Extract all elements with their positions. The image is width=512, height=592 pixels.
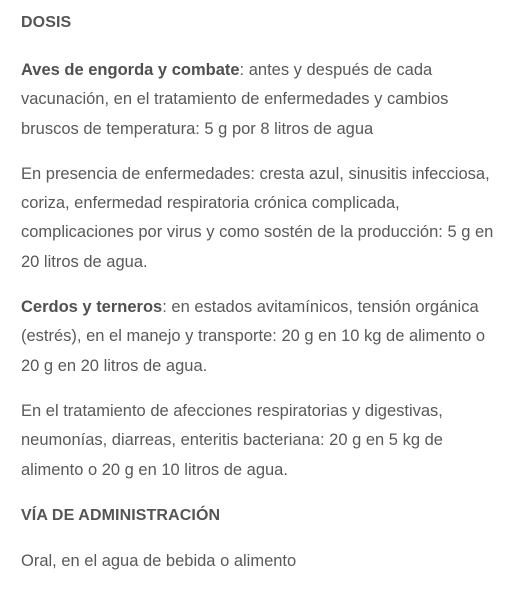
via-administracion-heading: VÍA DE ADMINISTRACIÓN [21, 506, 221, 524]
dosis-paragraph-aves-text: : antes y después de cada vacunación, en el tratamiento de enfermedades y cambios bruscos de temperatura: 5 g por 8 litros de agua [21, 61, 449, 138]
dosis-paragraph-enfermedades [21, 160, 498, 277]
dosis-paragraph-cerdos-bold: Cerdos y terneros [21, 298, 163, 317]
dosis-paragraph-cerdos [21, 293, 498, 381]
dosis-paragraph-aves [21, 56, 498, 144]
dosis-paragraph-cerdos-text: : en estados avitamínicos, tensión orgánica (estrés), en el manejo y transporte: 20 g en 10 kg de alimento o 20 g en 20 litros de agua. [21, 298, 486, 375]
dosis-paragraph-afecciones-text: En el tratamiento de afecciones respiratorias y digestivas, neumonías, diarreas, enteritis bacteriana: 20 g en 5 kg de alimento o 20 g en 10 litros de agua. [21, 401, 443, 479]
dosis-paragraph-enfermedades-text: En presencia de enfermedades: cresta azul, sinusitis infecciosa, coriza, enfermedad respiratoria crónica complicada, complicaciones por virus y como sostén de la producción: 5 g en 20 litros de agua. [21, 164, 494, 271]
dosis-paragraph-afecciones [21, 397, 498, 485]
dosis-paragraph-aves-bold: Aves de engorda y combate [21, 61, 240, 79]
dosis-heading: DOSIS [21, 14, 72, 31]
via-administracion-text: Oral, en el agua de bebida o alimento [21, 551, 297, 570]
